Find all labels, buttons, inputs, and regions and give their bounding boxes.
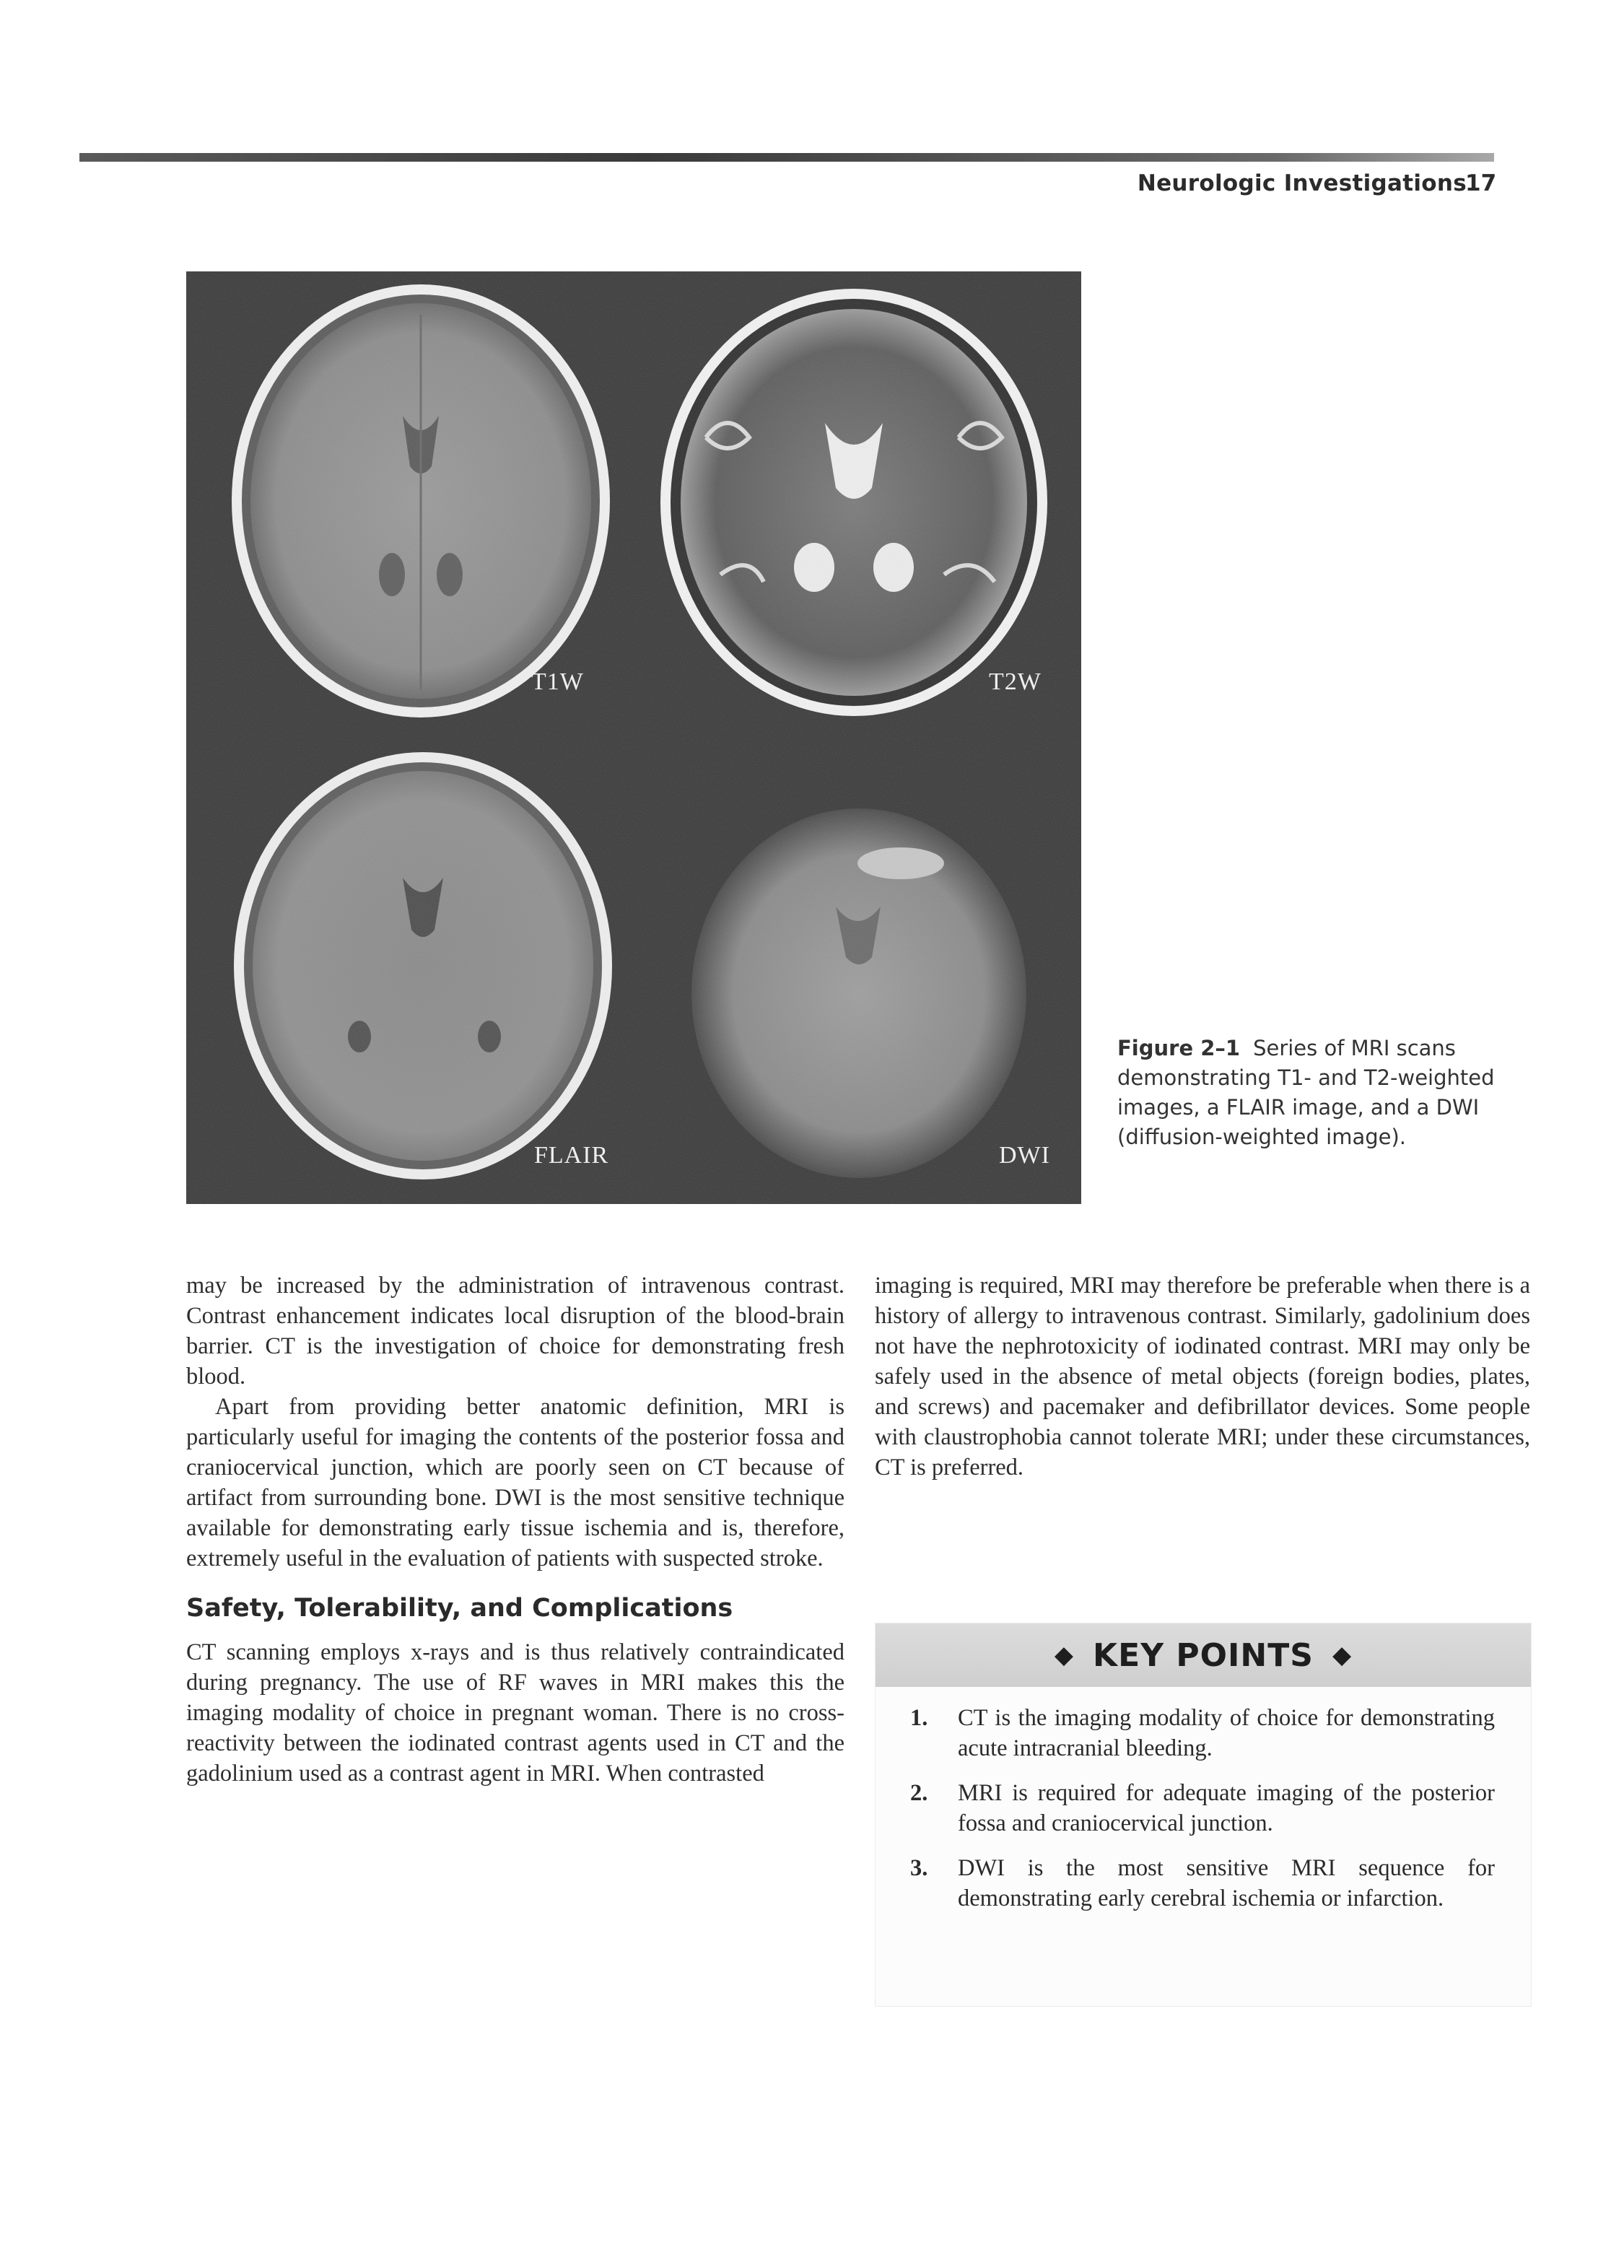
list-item-text: DWI is the most sensitive MRI sequence for demonstrating early cerebral ischemia or infarction. [958,1855,1495,1911]
mri-figure [186,271,1081,1204]
left-paragraph-3: CT scanning employs x-rays and is thus relatively contraindicated during pregnancy. The use of RF waves in MRI makes this the imaging modality of choice in pregnant woman. There is no cross-reactivity between the iodinated contrast agents used in CT and the gadolinium used as a contrast agent in MRI. When contrasted [186,1639,844,1787]
key-points-header [876,1623,1531,1687]
key-points-title: KEY POINTS [1093,1636,1314,1674]
list-item [897,1853,1495,1914]
list-item-number: 2. [910,1780,928,1806]
right-paragraph-1: imaging is required, MRI may therefore be preferable when there is a history of allergy to intravenous contrast. Similarly, gadolinium does not have the nephrotoxicity of iodinated contrast. MRI may only be safely used in the absence of metal objects (foreign bodies, plates, and screws) and pacemaker and defibrillator devices. Some people with claustrophobia cannot tolerate MRI; under these circumstances, CT is preferred. [875,1273,1530,1480]
left-paragraph-2: Apart from providing better anatomic definition, MRI is particularly useful for imaging the contents of the posterior fossa and craniocervical junction, which are poorly seen on CT because of artifact from surrounding bone. DWI is the most sensitive technique available for demonstrating early tissue ischemia and is, therefore, extremely useful in the evaluation of patients with suspected stroke. [186,1394,844,1571]
key-points-box [875,1623,1532,2007]
right-column [875,1270,1530,1483]
list-item-number: 3. [910,1855,928,1881]
mri-figure-image [186,271,1081,1204]
figure-caption-label: Figure 2–1 [1117,1036,1241,1060]
diamond-icon: ◆ [1054,1641,1075,1670]
left-paragraph-1: may be increased by the administration of intravenous contrast. Contrast enhancement indicates local disruption of the blood-brain barrier. CT is the investigation of choice for demonstrating fresh blood. [186,1273,844,1390]
label-dwi: DWI [999,1142,1050,1169]
list-item-text: CT is the imaging modality of choice for demonstrating acute intracranial bleeding. [958,1705,1495,1761]
figure-caption [1117,1034,1507,1152]
page-number: 17 [1465,170,1497,196]
list-item-number: 1. [910,1705,928,1731]
list-item [897,1778,1495,1839]
running-head: Neurologic Investigations [1137,170,1467,196]
left-column [186,1270,844,1789]
figure-caption-text: Series of MRI scans demonstrating T1- and T2-weighted images, a FLAIR image, and a DWI (diffusion-weighted image). [1117,1036,1495,1149]
label-t1w: T1W [531,668,584,695]
section-heading: Safety, Tolerability, and Complications [186,1594,733,1623]
label-flair: FLAIR [534,1142,609,1169]
key-points-list [876,1703,1531,1914]
list-item [897,1703,1495,1763]
header-rule [79,153,1494,162]
label-t2w: T2W [989,668,1042,695]
diamond-icon: ◆ [1332,1641,1353,1670]
list-item-text: MRI is required for adequate imaging of the posterior fossa and craniocervical junction. [958,1780,1495,1836]
